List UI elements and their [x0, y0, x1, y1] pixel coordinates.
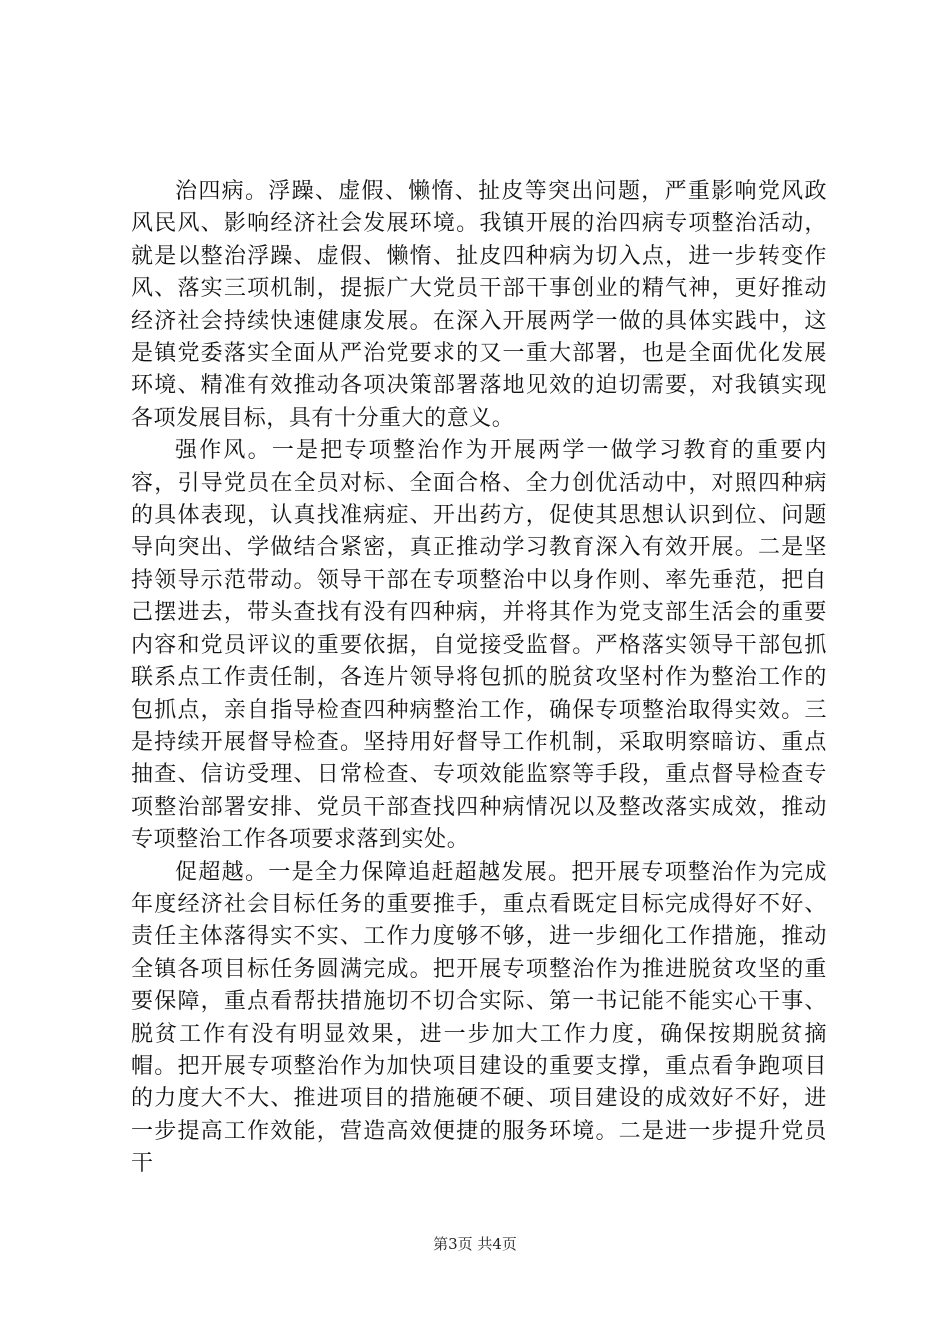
body-text — [131, 176, 827, 1181]
paragraph-cu-chao-yue: 促超越。一是全力保障追赶超越发展。把开展专项整治作为完成年度经济社会目标任务的重要推手，重点看既定目标完成得好不好、责任主体落得实不实、工作力度够不够，进一步细化工作措施，推动全镇各项目标任务圆满完成。把开展专项整治作为推进脱贫攻坚的重要保障，重点看帮扶措施切不切合实际、第一书记能不能实心干事、脱贫工作有没有明显效果，进一步加大工作力度，确保按期脱贫摘帽。把开展专项整治作为加快项目建设的重要支撑，重点看争跑项目的力度大不大、推进项目的措施硬不硬、项目建设的成效好不好，进一步提高工作效能，营造高效便捷的服务环境。二是进一步提升党员干 — [131, 859, 827, 1177]
paragraph-qiang-zuo-feng: 强作风。一是把专项整治作为开展两学一做学习教育的重要内容，引导党员在全员对标、全面合格、全力创优活动中，对照四种病的具体表现，认真找准病症、开出药方，促使其思想认识到位、问题导向突出、学做结合紧密，真正推动学习教育深入有效开展。二是坚持领导示范带动。领导干部在专项整治中以身作则、率先垂范，把自己摆进去，带头查找有没有四种病，并将其作为党支部生活会的重要内容和党员评议的重要依据，自觉接受监督。严格落实领导干部包抓联系点工作责任制，各连片领导将包抓的脱贫攻坚村作为整治工作的包抓点，亲自指导检查四种病整治工作，确保专项整治取得实效。三是持续开展督导检查。坚持用好督导工作机制，采取明察暗访、重点抽查、信访受理、日常检查、专项效能监察等手段，重点督导检查专项整治部署安排、党员干部查找四种病情况以及整改落实成效，推动专项整治工作各项要求落到实处。 — [131, 438, 827, 853]
paragraph-zhi-si-bing: 治四病。浮躁、虚假、懒惰、扯皮等突出问题，严重影响党风政风民风、影响经济社会发展环境。我镇开展的治四病专项整治活动，就是以整治浮躁、虚假、懒惰、扯皮四种病为切入点，进一步转变作风、落实三项机制，提振广大党员干部干事创业的精气神，更好推动经济社会持续快速健康发展。在深入开展两学一做的具体实践中，这是镇党委落实全面从严治党要求的又一重大部署，也是全面优化发展环境、精准有效推动各项决策部署落地见效的迫切需要，对我镇实现各项发展目标，具有十分重大的意义。 — [131, 179, 827, 431]
page-footer: 第3页 共4页 — [433, 1235, 517, 1253]
